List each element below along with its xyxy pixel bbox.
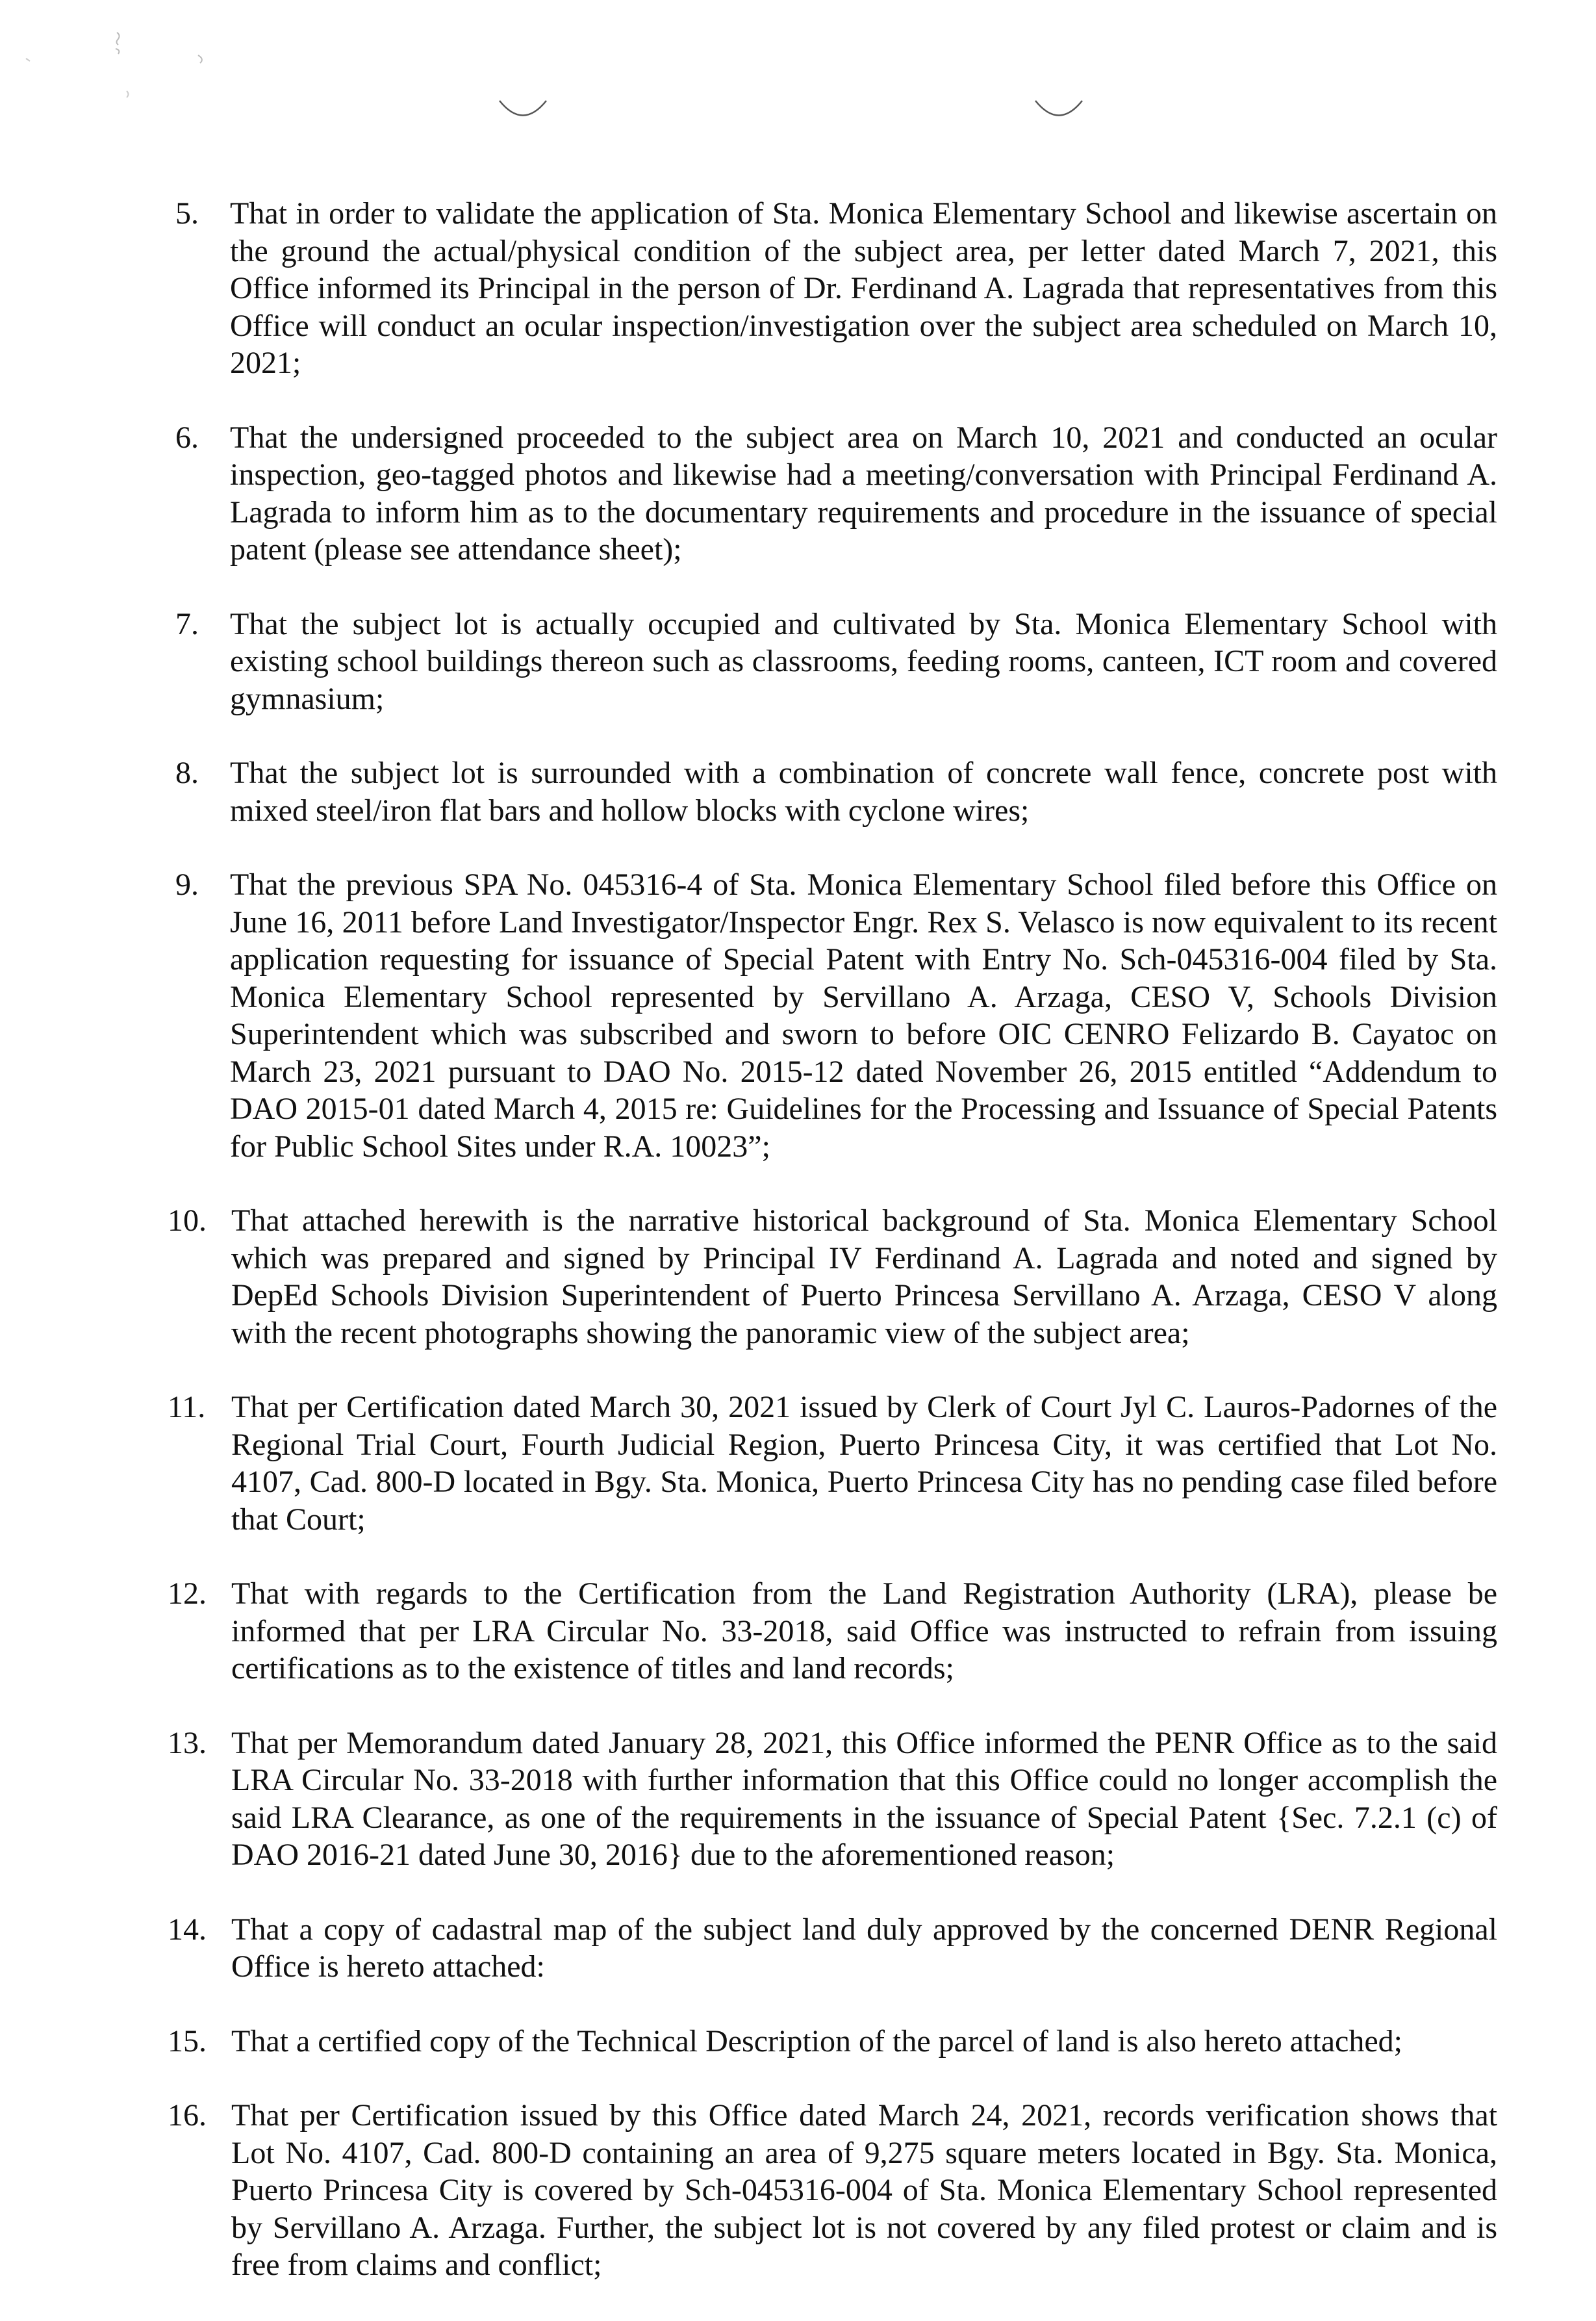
paragraph-8 <box>175 754 1497 829</box>
scan-marks <box>19 19 214 117</box>
paragraph-text: That per Certification issued by this Office dated March 24, 2021, records verification shows that Lot No. 4107, Cad. 800-D containing an area of 9,275 square meters located in Bgy. Sta. Monica, Puerto Princesa City is covered by Sch-045316-004 of Sta. Monica Elementary School represented by Servillano A. Arzaga. Further, the subject lot is not covered by any filed protest or claim and is free from claims and conflict; <box>231 2098 1497 2282</box>
paragraph-7 <box>175 606 1497 718</box>
numbered-paragraphs <box>168 195 1497 2321</box>
paragraph-number: 6. <box>175 420 199 455</box>
paragraph-text: That a copy of cadastral map of the subject land duly approved by the concerned DENR Regional Office is hereto attached: <box>231 1912 1497 1984</box>
paragraph-text: That the subject lot is actually occupied and cultivated by Sta. Monica Elementary School with existing school buildings thereon such as classrooms, feeding rooms, canteen, ICT room and covered gymnasium; <box>230 606 1497 716</box>
binding-hole-left <box>497 94 549 127</box>
paragraph-text: That in order to validate the application of Sta. Monica Elementary School and likewise ascertain on the ground the actual/physical condition of the subject area, per letter dated March 7, 2021, this Office informed its Principal in the person of Dr. Ferdinand A. Lagrada that representatives from this Office will conduct an ocular inspection/investigation over the subject area scheduled on March 10, 2021; <box>230 196 1497 380</box>
paragraph-5 <box>175 195 1497 382</box>
paragraph-number: 10. <box>168 1203 207 1238</box>
paragraph-13 <box>168 1725 1497 1874</box>
paragraph-number: 16. <box>168 2098 207 2133</box>
paragraph-text: That per Memorandum dated January 28, 2021, this Office informed the PENR Office as to the said LRA Circular No. 33-2018 with further information that this Office could no longer accomplish the said LRA Clearance, as one of the requirements in the issuance of Special Patent {Sec. 7.2.1 (c) of DAO 2016-21 dated June 30, 2016} due to the aforementioned reason; <box>231 1725 1497 1872</box>
paragraph-text: That the previous SPA No. 045316-4 of Sta. Monica Elementary School filed before this Office on June 16, 2011 before Land Investigator/Inspector Engr. Rex S. Velasco is now equivalent to its recent application requesting for issuance of Special Patent with Entry No. Sch-045316-004 filed by Sta. Monica Elementary School represented by Servillano A. Arzaga, CESO V, Schools Division Superintendent which was subscribed and sworn to before OIC CENRO Felizardo B. Cayatoc on March 23, 2021 pursuant to DAO No. 2015-12 dated November 26, 2015 entitled “Addendum to DAO 2015-01 dated March 4, 2015 re: Guidelines for the Processing and Issuance of Special Patents for Public School Sites under R.A. 10023”; <box>230 867 1497 1164</box>
paragraph-number: 13. <box>168 1725 207 1760</box>
paragraph-number: 8. <box>175 756 199 790</box>
paragraph-number: 15. <box>168 2023 207 2058</box>
paragraph-text: That the undersigned proceeded to the subject area on March 10, 2021 and conducted an ocular inspection, geo-tagged photos and likewise had a meeting/conversation with Principal Ferdinand A. Lagrada to inform him as to the documentary requirements and procedure in the issuance of special patent (please see attendance sheet); <box>230 420 1497 567</box>
binding-hole-right <box>1033 94 1085 127</box>
paragraph-11 <box>168 1389 1497 1538</box>
paragraph-number: 12. <box>168 1576 207 1611</box>
paragraph-10 <box>168 1202 1497 1352</box>
paragraph-text: That a certified copy of the Technical Description of the parcel of land is also hereto attached; <box>231 2023 1402 2058</box>
paragraph-15 <box>168 2023 1497 2060</box>
paragraph-6 <box>175 419 1497 569</box>
paragraph-16 <box>168 2097 1497 2284</box>
paragraph-number: 9. <box>175 867 199 902</box>
paragraph-text: That per Certification dated March 30, 2021 issued by Clerk of Court Jyl C. Lauros-Padornes of the Regional Trial Court, Fourth Judicial Region, Puerto Princesa City, it was certified that Lot No. 4107, Cad. 800-D located in Bgy. Sta. Monica, Puerto Princesa City has no pending case filed before that Court; <box>231 1390 1497 1537</box>
paragraph-text: That attached herewith is the narrative historical background of Sta. Monica Elementary School which was prepared and signed by Principal IV Ferdinand A. Lagrada and noted and signed by DepEd Schools Division Superintendent of Puerto Princesa Servillano A. Arzaga, CESO V along with the recent photographs showing the panoramic view of the subject area; <box>231 1203 1497 1350</box>
paragraph-number: 5. <box>175 196 199 231</box>
paragraph-number: 11. <box>168 1390 206 1424</box>
paragraph-text: That the subject lot is surrounded with a combination of concrete wall fence, concrete post with mixed steel/iron flat bars and hollow blocks with cyclone wires; <box>230 756 1497 828</box>
paragraph-number: 14. <box>168 1912 207 1947</box>
paragraph-number: 7. <box>175 606 199 641</box>
paragraph-text: That with regards to the Certification from the Land Registration Authority (LRA), please be informed that per LRA Circular No. 33-2018, said Office was instructed to refrain from issuing certifications as to the existence of titles and land records; <box>231 1576 1497 1686</box>
paragraph-9 <box>175 866 1497 1165</box>
paragraph-14 <box>168 1911 1497 1986</box>
paragraph-12 <box>168 1575 1497 1687</box>
